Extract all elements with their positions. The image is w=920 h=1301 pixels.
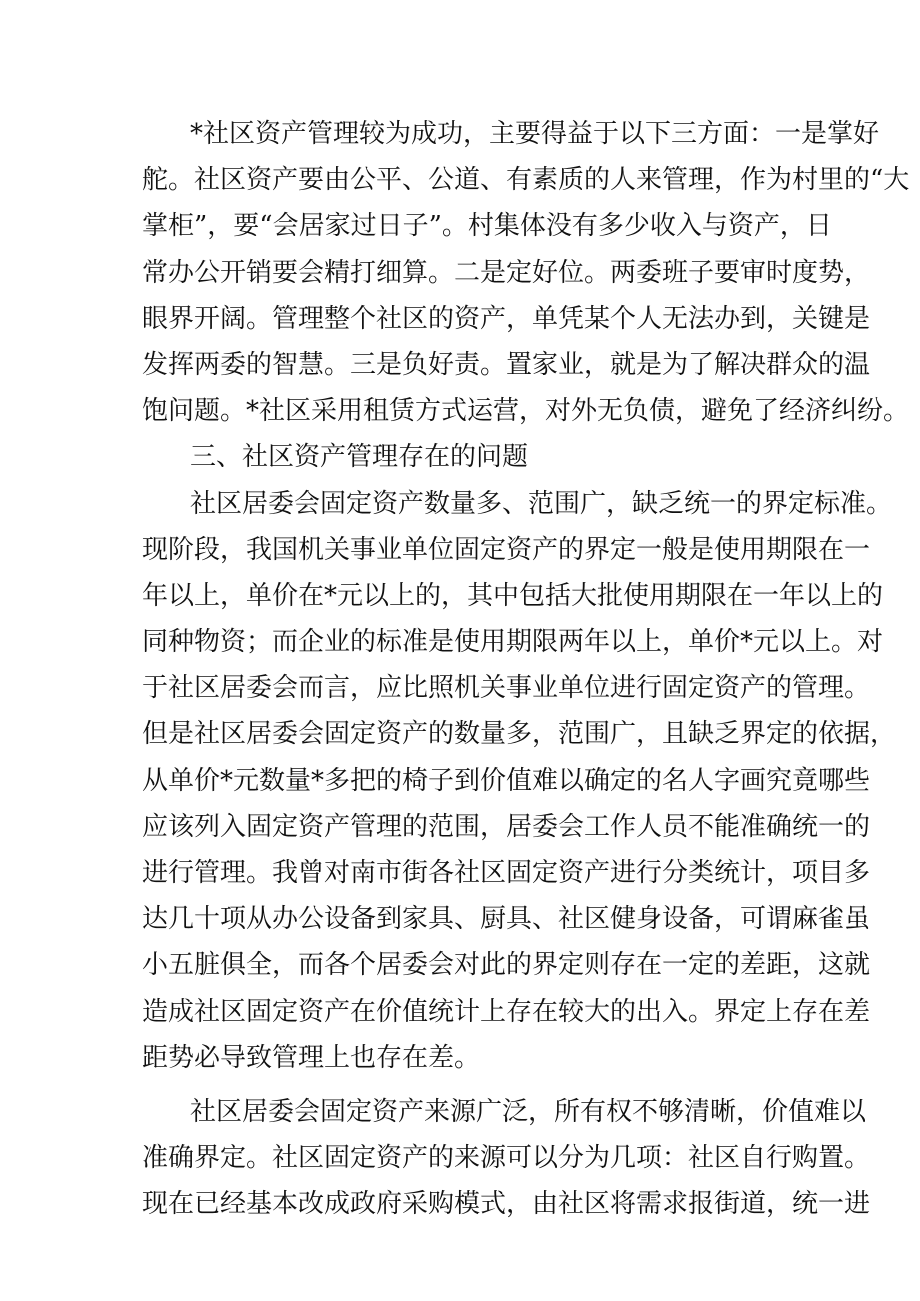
section-heading: 三、社区资产管理存在的问题 <box>190 442 529 473</box>
paragraph-line: 社区居委会固定资产来源广泛，所有权不够清晰，价值难以 <box>190 1096 867 1127</box>
paragraph-line: 从单价*元数量*多把的椅子到价值难以确定的名人字画究竟哪些 <box>142 765 871 796</box>
paragraph-line: 饱问题。*社区采用租赁方式运营，对外无负债，避免了经济纠纷。 <box>142 396 910 427</box>
paragraph-line: 掌柜”，要“会居家过日子”。村集体没有多少收入与资产，日 <box>142 211 832 242</box>
paragraph-line: 进行管理。我曾对南市街各社区固定资产进行分类统计，项目多 <box>142 858 871 888</box>
paragraph-3 <box>142 1089 871 1228</box>
paragraph-line: 舵。社区资产要由公平、公道、有素质的人来管理，作为村里的“大 <box>142 165 910 196</box>
document-body <box>142 111 910 1228</box>
paragraph-line: 准确界定。社区固定资产的来源可以分为几项：社区自行购置。 <box>142 1143 871 1174</box>
paragraph-spacer <box>142 1081 814 1089</box>
paragraph-line: 社区居委会固定资产数量多、范围广，缺乏统一的界定标准。 <box>190 488 893 519</box>
paragraph-line: 同种物资；而企业的标准是使用期限两年以上，单价*元以上。对 <box>142 627 884 658</box>
paragraph-1 <box>142 111 910 434</box>
paragraph-line: 小五脏俱全，而各个居委会对此的界定则存在一定的差距，这就 <box>142 950 871 981</box>
paragraph-line: 现阶段，我国机关事业单位固定资产的界定一般是使用期限在一 <box>142 534 871 565</box>
paragraph-line: *社区资产管理较为成功，主要得益于以下三方面：一是掌好 <box>190 119 880 149</box>
paragraph-line: 应该列入固定资产管理的范围，居委会工作人员不能准确统一的 <box>142 811 871 842</box>
paragraph-line: 眼界开阔。管理整个社区的资产，单凭某个人无法办到，关键是 <box>142 303 871 334</box>
paragraph-line: 达几十项从办公设备到家具、厨具、社区健身设备，可谓麻雀虽 <box>142 904 871 935</box>
paragraph-2 <box>142 481 897 1081</box>
paragraph-line: 常办公开销要会精打细算。二是定好位。两委班子要审时度势， <box>142 257 871 288</box>
paragraph-line: 距势必导致管理上也存在差。 <box>142 1042 481 1073</box>
paragraph-line: 年以上，单价在*元以上的，其中包括大批使用期限在一年以上的 <box>142 580 884 611</box>
paragraph-line: 于社区居委会而言，应比照机关事业单位进行固定资产的管理。 <box>142 673 871 704</box>
paragraph-line: 发挥两委的智慧。三是负好责。置家业，就是为了解决群众的温 <box>142 349 871 380</box>
paragraph-line: 现在已经基本改成政府采购模式，由社区将需求报街道，统一进 <box>142 1189 871 1220</box>
paragraph-line: 但是社区居委会固定资产的数量多，范围广，且缺乏界定的依据， <box>142 719 897 750</box>
paragraph-line: 造成社区固定资产在价值统计上存在较大的出入。界定上存在差 <box>142 996 871 1027</box>
